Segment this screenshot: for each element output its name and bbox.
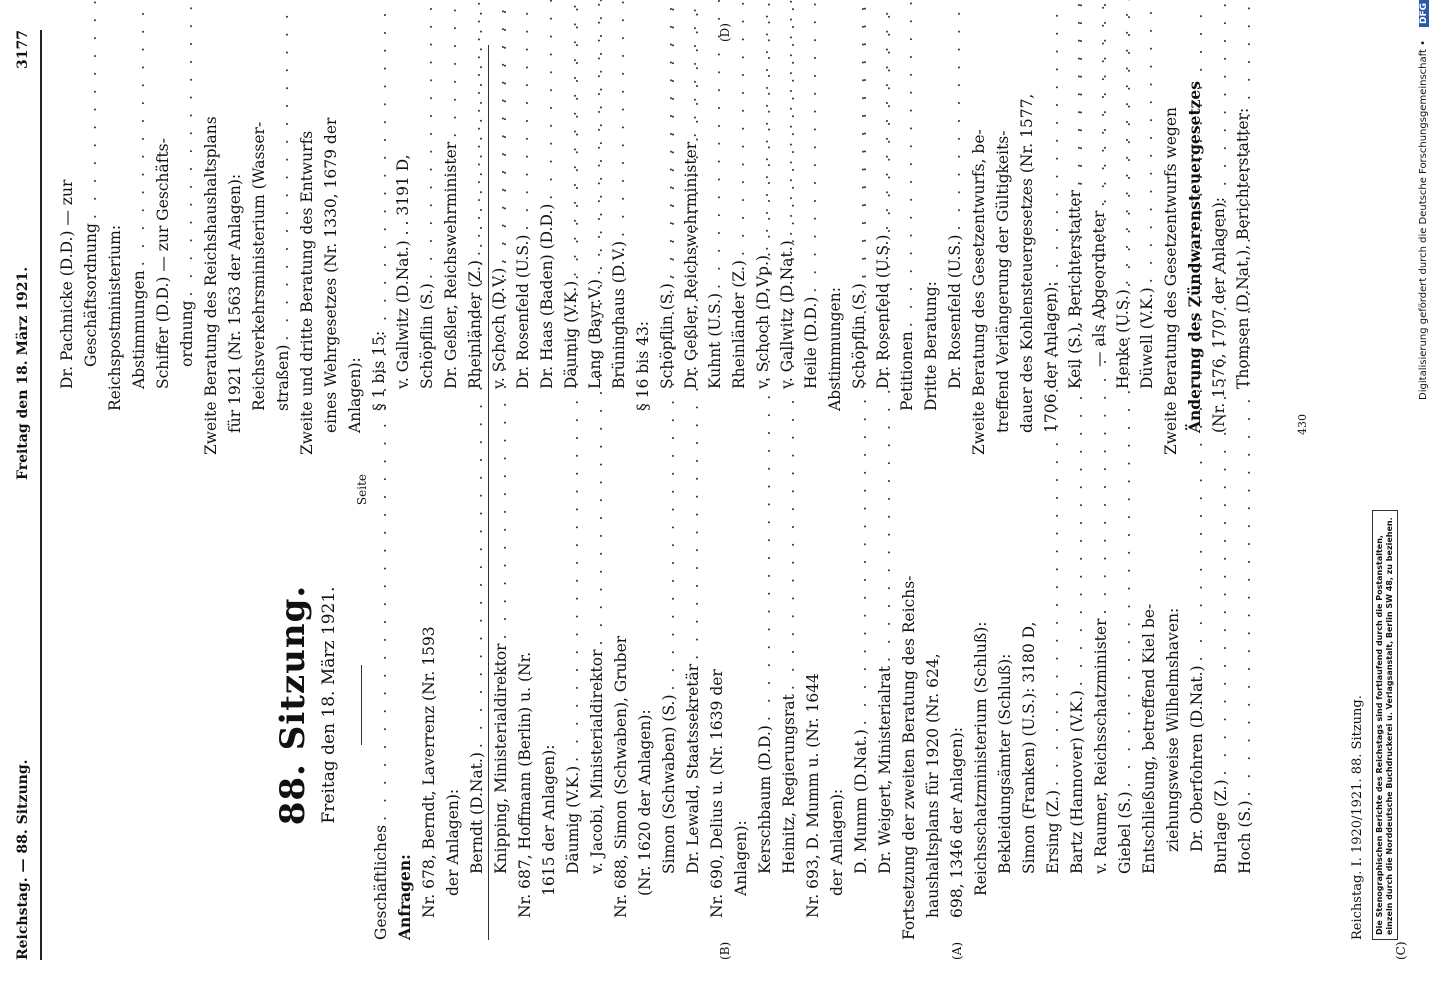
entry-text: Nr. 690, Delius u. (Nr. 1639 der [708, 669, 726, 918]
entry-text: Reichsschatzministerium (Schluß): [972, 621, 990, 896]
dot-leader [415, 0, 439, 279]
index-entry [583, 35, 607, 455]
index-entry [1113, 470, 1137, 940]
index-entry [1039, 35, 1063, 455]
entry-text: Kuhnt (U.S.) [706, 293, 724, 389]
entry-text: Rheinländer (Z.) [466, 260, 484, 389]
dot-leader [655, 0, 679, 279]
index-entry [199, 35, 223, 455]
index-entry [103, 35, 127, 455]
dot-leader [535, 0, 559, 200]
header-right-title: Freitag den 18. März 1921. [15, 266, 31, 480]
entry-text: dauer des Kohlensteuergesetzes (Nr. 1577, [1018, 93, 1036, 433]
session-heading [55, 470, 355, 940]
index-entry [559, 35, 583, 455]
entry-text: Burlage (Z.) [1212, 779, 1230, 874]
dot-leader [727, 0, 751, 256]
entry-text: (Nr. 1576, 1707 der Anlagen): [1210, 197, 1228, 433]
index-entry [271, 35, 295, 455]
dot-leader [703, 0, 727, 289]
entry-text: Hoch (S.) [1236, 800, 1254, 874]
entry-text: Keil (S.), Berichterstatter [1066, 190, 1084, 389]
index-entry [247, 35, 271, 455]
index-entry [897, 470, 921, 940]
session-date: Freitag den 18. März 1921. [319, 586, 339, 824]
index-entry [223, 35, 247, 455]
entry-text: Nr. 693, D. Mumm u. (Nr. 1644 [804, 673, 822, 918]
entry-text: Dr. Rosenfeld (U.S.) [514, 234, 532, 389]
index-entry [631, 35, 655, 455]
entry-text: Entschließung, betreffend Kiel be- [1140, 603, 1158, 874]
entry-text: § 16 bis 43: [634, 320, 652, 411]
index-entry [729, 470, 753, 940]
entry-text: Dr. Rosenfeld (U.S.) [946, 234, 964, 389]
entry-text: v. Gallwitz (D.Nat.) [778, 240, 796, 389]
index-entry [1161, 470, 1185, 940]
entry-text: — als Abgeordneter [1090, 210, 1108, 367]
dot-leader [847, 0, 871, 279]
index-entry [465, 470, 489, 940]
index-entry [1231, 35, 1255, 455]
index-entry [871, 35, 895, 455]
entry-text: eines Wehrgesetzes (Nr. 1330, 1679 der [322, 117, 340, 433]
entry-text: (Nr. 1620 der Anlagen): [636, 709, 654, 896]
dot-leader [1063, 0, 1087, 186]
index-entry [537, 470, 561, 940]
entry-text: der Anlagen): [444, 788, 462, 896]
index-entry [55, 35, 79, 455]
dot-leader [1087, 0, 1111, 207]
index-entry [1015, 35, 1039, 455]
running-header [8, 30, 38, 960]
dot-leader [775, 0, 799, 236]
entry-text: ordnung [178, 300, 196, 367]
entry-text: Heile (D.D.) [802, 296, 820, 389]
entry-text: Dr. Haas (Baden) (D.D.) [538, 203, 556, 389]
entry-text: Dr. Weigert, Ministerialrat [876, 666, 894, 874]
dot-leader [895, 0, 919, 327]
dot-leader [463, 0, 487, 256]
index-entry [1135, 35, 1159, 455]
dot-leader [1111, 0, 1135, 285]
right-column [55, 35, 1255, 455]
entry-text: Nr. 688, Simon (Schwaben), Gruber [612, 635, 630, 918]
dot-leader [751, 0, 775, 251]
entry-text: Fortsetzung der zweiten Beratung des Reichs- [900, 575, 918, 940]
entry-text: v. Jacobi, Ministerialdirektor [588, 649, 606, 874]
entry-text: Brüninghaus (D.V.) [610, 240, 628, 389]
index-entry [487, 35, 511, 455]
entry-text: Anlagen): [346, 357, 364, 433]
entry-text: D. Mumm (D.Nat.) [852, 729, 870, 874]
index-entry [607, 35, 631, 455]
index-entry [1041, 470, 1065, 940]
index-entry [441, 470, 465, 940]
entry-text: Zweite Beratung des Reichshaushaltsplans [202, 116, 220, 455]
entry-text: Heinitz, Regierungsrat [780, 694, 798, 874]
entry-text: Ersing (Z.) [1044, 790, 1062, 874]
index-entry [609, 470, 633, 940]
index-entry [1111, 35, 1135, 455]
index-entry [1207, 35, 1231, 455]
entry-text: Änderung des Zündwarensteuergesetzes [1185, 80, 1204, 433]
index-entry [801, 470, 825, 940]
index-entry [655, 35, 679, 455]
entry-text: Däumig (V.K.) [562, 280, 580, 389]
index-entry [657, 470, 681, 940]
index-entry [991, 35, 1015, 455]
digitization-banner [1418, 0, 1430, 1000]
index-entry [967, 35, 991, 455]
entry-text: Petitionen [898, 331, 916, 411]
entry-text: Schöpflin (S.) [418, 283, 436, 389]
dot-leader [439, 0, 463, 138]
entry-text: Nr. 678, Berndt, Laverrenz (Nr. 1593 [420, 626, 438, 918]
index-entry [679, 35, 703, 455]
entry-text: § 1 bis 15: [370, 330, 388, 411]
dot-leader [799, 0, 823, 293]
entry-text: Schiffer (D.D.) — zur Geschäfts- [154, 138, 172, 389]
right-index-entries [55, 35, 1255, 455]
index-entry [417, 470, 441, 940]
dot-leader [487, 0, 511, 264]
index-entry [847, 35, 871, 455]
entry-text: Zweite Beratung des Gesetzentwurfs, be- [970, 129, 988, 455]
index-entry [585, 470, 609, 940]
index-entry [825, 470, 849, 940]
index-entry [513, 470, 537, 940]
index-entry [79, 35, 103, 455]
entry-text: für 1921 (Nr. 1563 der Anlagen): [226, 173, 244, 433]
index-entry [993, 470, 1017, 940]
entry-text: Bartz (Hannover) (V.K.) [1068, 690, 1086, 874]
index-entry [343, 35, 367, 455]
dfg-logo: DFG [1419, 0, 1429, 27]
footer-note-box: Die Stenographischen Berichte des Reichstags sind fortlaufend durch die Postanstalten, einzeln durch die Norddeutsche Buchdruckerei u. Verlagsanstalt, Berlin SW 48, zu beziehen. [1372, 510, 1398, 940]
footer-reichstag: Reichstag. I. 1920/1921. 88. Sitzung. [1350, 695, 1365, 940]
left-index-entries [369, 470, 1257, 940]
index-entry [151, 35, 175, 455]
entry-text: Simon (Schwaben) (S.) [660, 694, 678, 874]
index-entry [633, 470, 657, 940]
session-title: 88. Sitzung. [273, 584, 313, 826]
entry-text: Schöpflin (S.) [850, 283, 868, 389]
index-entry [415, 35, 439, 455]
index-entry [1063, 35, 1087, 455]
header-rule [40, 30, 42, 960]
entry-text: Kerschbaum (D.D.) [756, 725, 774, 874]
margin-mark-d: (D) [718, 23, 732, 42]
index-entry [439, 35, 463, 455]
left-column [55, 470, 1257, 940]
entry-text: Dr. Rosenfeld (U.S.) [874, 234, 892, 389]
index-entry [1159, 35, 1183, 455]
index-entry [727, 35, 751, 455]
index-entry [463, 35, 487, 455]
entry-text: v. Raumer, Reichsschatzminister [1092, 618, 1110, 874]
index-entry [295, 35, 319, 455]
session-rule [361, 665, 362, 745]
entry-text: Nr. 687, Hoffmann (Berlin) u. (Nr. [516, 651, 534, 918]
entry-text: Düwell (V.K.) [1138, 287, 1156, 389]
entry-text: Dr. Oberfohren (D.Nat.) [1188, 665, 1206, 852]
entry-text: Dr. Geßler, Reichswehrminister [682, 141, 700, 389]
margin-mark-b: (B) [718, 941, 732, 960]
entry-text: ziehungsweise Wilhelmshaven: [1164, 607, 1182, 852]
entry-text: Anfragen: [395, 854, 414, 940]
dot-leader [679, 0, 703, 138]
entry-text: Simon (Franken) (U.S.): 3180 D, [1020, 621, 1038, 874]
entry-text: Knipping, Ministerialdirektor [492, 643, 510, 874]
entry-text: haushaltsplans für 1920 (Nr. 624, [924, 653, 942, 918]
entry-text: treffend Verlängerung der Gültigkeits- [994, 130, 1012, 433]
index-entry [751, 35, 775, 455]
index-entry [775, 35, 799, 455]
dot-leader [79, 0, 103, 219]
dot-leader [871, 0, 895, 231]
index-entry [681, 470, 705, 940]
footer-right-number: 430 [1296, 414, 1309, 435]
index-entry [1087, 35, 1111, 455]
index-entry [391, 35, 415, 455]
entry-text: Schöpflin (S.) [658, 283, 676, 389]
index-entry [535, 35, 559, 455]
index-entry [919, 35, 943, 455]
dot-leader [583, 0, 607, 275]
entry-text: Dritte Beratung: [922, 281, 940, 411]
index-entry [1183, 35, 1207, 455]
dot-leader [607, 0, 631, 237]
entry-text: Geschäftliches [372, 824, 390, 940]
entry-text: Henke (U.S.) [1114, 289, 1132, 389]
index-entry [799, 35, 823, 455]
entry-text: Däumig (V.K.) [564, 765, 582, 874]
dot-leader [127, 0, 151, 266]
index-entry [127, 35, 151, 455]
index-entry [753, 470, 777, 940]
entry-text: Geschäftsordnung [82, 223, 100, 367]
entry-text: Rheinländer (Z.) [730, 260, 748, 389]
header-left-title: Reichstag. — 88. Sitzung. [15, 759, 31, 960]
index-entry [705, 470, 729, 940]
entry-text: der Anlagen): [828, 788, 846, 896]
entry-text: Dr. Lewald, Staatssekretär [684, 663, 702, 874]
dot-leader [559, 0, 583, 277]
entry-text: Dr. Geßler, Reichswehrminister [442, 141, 460, 389]
index-entry [1089, 470, 1113, 940]
index-entry [943, 35, 967, 455]
margin-mark-a: (A) [950, 941, 964, 960]
index-entry [175, 35, 199, 455]
entry-text: Berndt (D.Nat.) [468, 752, 486, 874]
index-entry [777, 470, 801, 940]
entry-text: Zweite und dritte Beratung des Entwurfs [298, 130, 316, 455]
entry-text: Thomsen (D.Nat.), Berichterstatter: [1234, 107, 1252, 389]
index-entry [319, 35, 343, 455]
entry-text: Abstimmungen [130, 270, 148, 389]
index-entry [1137, 470, 1161, 940]
index-entry [1185, 470, 1209, 940]
index-entry [969, 470, 993, 940]
index-entry [511, 35, 535, 455]
entry-text: v. Schoch (D.V.) [490, 267, 508, 389]
entry-text: v. Gallwitz (D.Nat.) . . 3191 D, [394, 154, 412, 389]
index-entry [921, 470, 945, 940]
entry-text: 1706 der Anlagen): [1042, 281, 1060, 433]
entry-text: Reichspostministerium: [106, 224, 124, 411]
dot-leader [175, 0, 199, 296]
entry-text: v. Schoch (D.Vp.) [754, 255, 772, 389]
entry-text: Giebel (S.) [1116, 791, 1134, 874]
index-entry [367, 35, 391, 455]
index-entry [849, 470, 873, 940]
entry-text: Lang (Bayr.V.) [586, 279, 604, 389]
index-entry [1017, 470, 1041, 940]
entry-text: 1615 der Anlagen): [540, 744, 558, 896]
entry-text: straßen) [274, 344, 292, 411]
margin-mark-c: (C) [1394, 941, 1408, 960]
index-entry [945, 470, 969, 940]
dot-leader [271, 0, 295, 341]
header-page-number: 3177 [15, 30, 31, 69]
entry-text: Zweite Beratung des Gesetzentwurfs wegen [1162, 107, 1180, 455]
dot-leader [1135, 0, 1159, 283]
dot-leader [943, 0, 967, 231]
entry-text: Bekleidungsämter (Schluß): [996, 653, 1014, 874]
entry-text: Abstimmungen: [826, 287, 844, 411]
index-entry [703, 35, 727, 455]
entry-text: Anlagen): [732, 820, 750, 896]
entry-text: Dr. Pachnicke (D.D.) — zur [58, 179, 76, 389]
index-entry [1233, 470, 1257, 940]
index-entry [895, 35, 919, 455]
index-entry [1209, 470, 1233, 940]
index-entry [1065, 470, 1089, 940]
index-entry [873, 470, 897, 940]
seite-label: Seite [355, 474, 369, 506]
index-entry [823, 35, 847, 455]
entry-text: Reichsverkehrsministerium (Wasser- [250, 121, 268, 411]
index-entry [489, 470, 513, 940]
index-entry [393, 470, 417, 940]
digitization-note: Digitalisierung gefördert durch die Deutsche Forschungsgemeinschaft • [1418, 40, 1429, 400]
index-entry [561, 470, 585, 940]
entry-text: 698, 1346 der Anlagen): [948, 727, 966, 918]
dot-leader [511, 0, 535, 231]
